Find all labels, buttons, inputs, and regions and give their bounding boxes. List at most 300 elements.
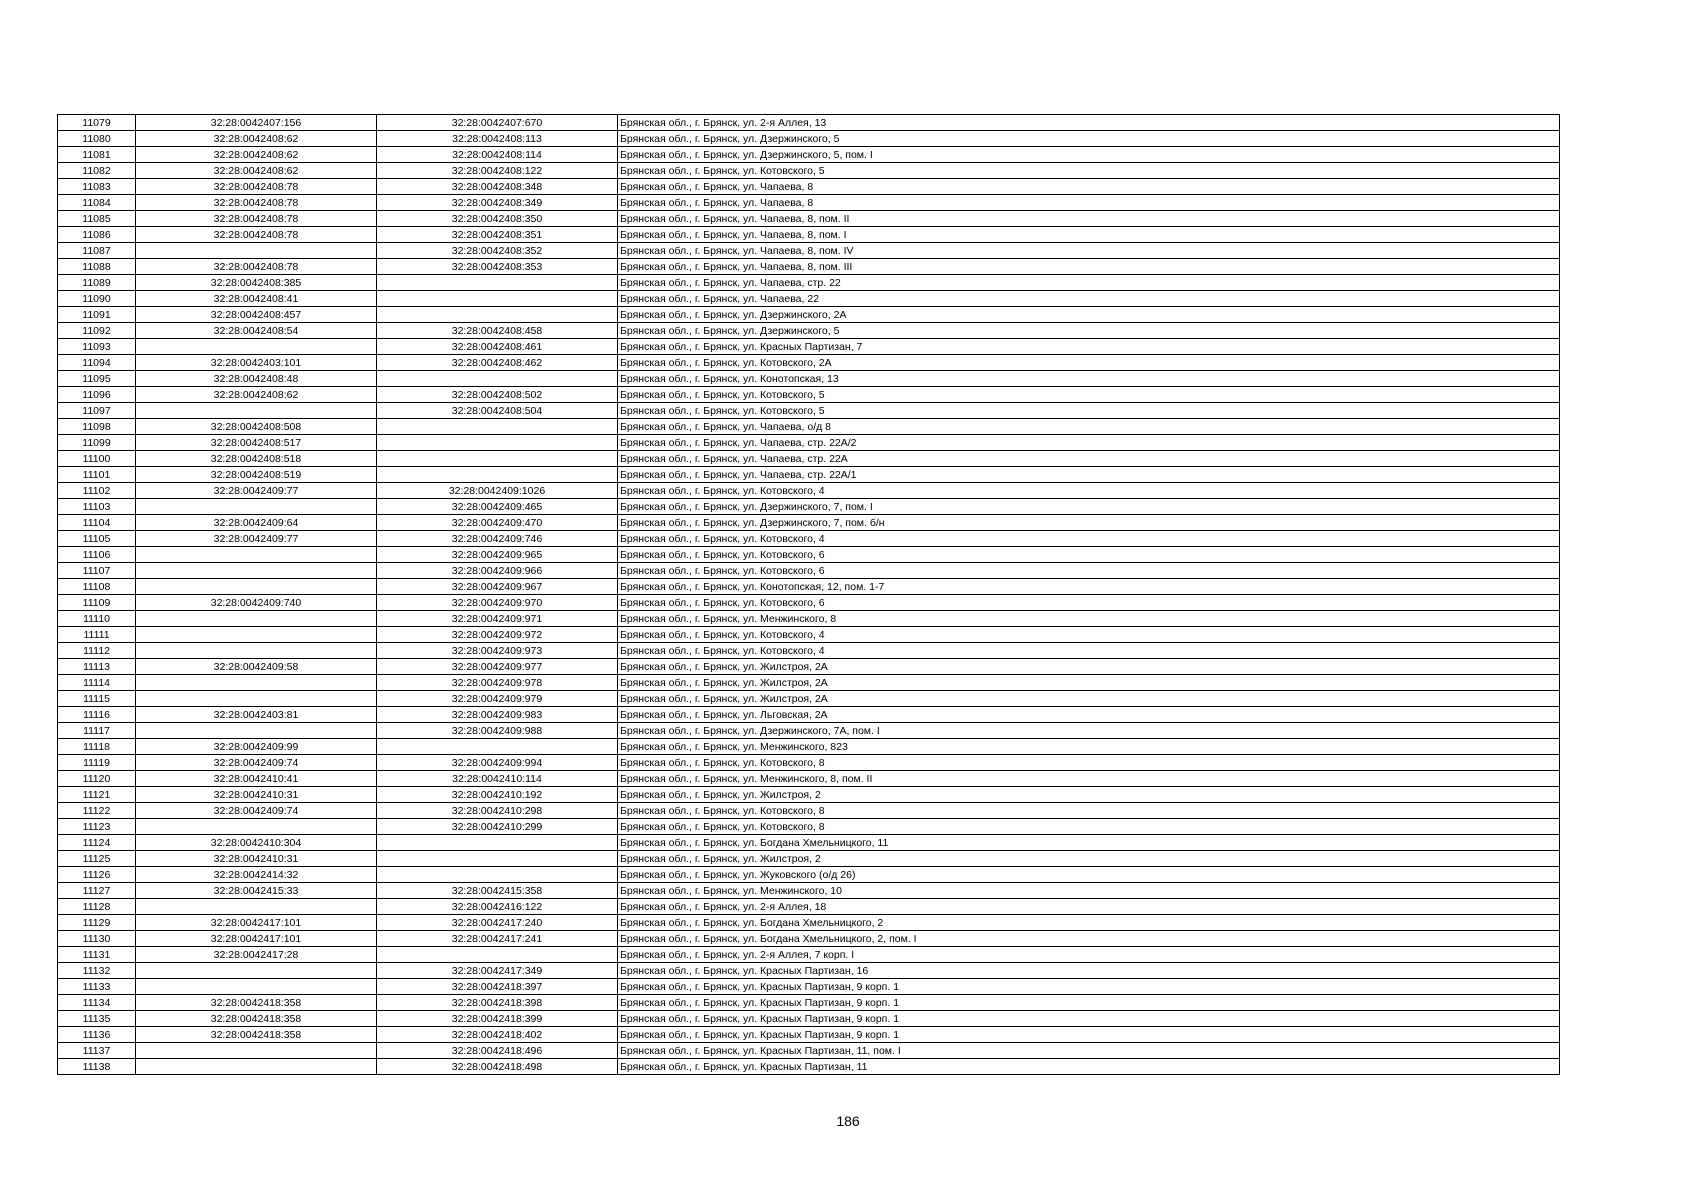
row-number-cell: 11088 <box>58 259 136 275</box>
parent-cadastral-number-cell: 32:28:0042409:58 <box>136 659 377 675</box>
table-row <box>58 611 1560 627</box>
address-cell: Брянская обл., г. Брянск, ул. Котовского, 6 <box>618 547 1560 563</box>
object-cadastral-number-cell: 32:28:0042418:498 <box>377 1059 618 1075</box>
address-cell: Брянская обл., г. Брянск, ул. Красных Партизан, 7 <box>618 339 1560 355</box>
address-cell: Брянская обл., г. Брянск, ул. Чапаева, стр. 22 <box>618 275 1560 291</box>
parent-cadastral-number-cell: 32:28:0042409:77 <box>136 531 377 547</box>
address-cell: Брянская обл., г. Брянск, ул. Жилстроя, 2 <box>618 787 1560 803</box>
object-cadastral-number-cell: 32:28:0042408:113 <box>377 131 618 147</box>
address-cell: Брянская обл., г. Брянск, ул. Дзержинского, 7, пом. I <box>618 499 1560 515</box>
object-cadastral-number-cell: 32:28:0042409:988 <box>377 723 618 739</box>
table-row <box>58 707 1560 723</box>
parent-cadastral-number-cell <box>136 339 377 355</box>
object-cadastral-number-cell: 32:28:0042408:349 <box>377 195 618 211</box>
table-row <box>58 915 1560 931</box>
page-number: 186 <box>836 1113 860 1129</box>
object-cadastral-number-cell <box>377 947 618 963</box>
parent-cadastral-number-cell <box>136 819 377 835</box>
object-cadastral-number-cell: 32:28:0042410:299 <box>377 819 618 835</box>
row-number-cell: 11131 <box>58 947 136 963</box>
table-row <box>58 371 1560 387</box>
parent-cadastral-number-cell <box>136 547 377 563</box>
row-number-cell: 11103 <box>58 499 136 515</box>
parent-cadastral-number-cell: 32:28:0042410:31 <box>136 851 377 867</box>
object-cadastral-number-cell: 32:28:0042410:114 <box>377 771 618 787</box>
row-number-cell: 11108 <box>58 579 136 595</box>
address-cell: Брянская обл., г. Брянск, ул. Жилстроя, 2 <box>618 851 1560 867</box>
object-cadastral-number-cell: 32:28:0042409:1026 <box>377 483 618 499</box>
table-row <box>58 147 1560 163</box>
address-cell: Брянская обл., г. Брянск, ул. Богдана Хмельницкого, 2 <box>618 915 1560 931</box>
table-row <box>58 275 1560 291</box>
object-cadastral-number-cell: 32:28:0042415:358 <box>377 883 618 899</box>
object-cadastral-number-cell <box>377 419 618 435</box>
table-row <box>58 531 1560 547</box>
table-row <box>58 307 1560 323</box>
address-cell: Брянская обл., г. Брянск, ул. Котовского, 6 <box>618 563 1560 579</box>
parent-cadastral-number-cell: 32:28:0042409:74 <box>136 803 377 819</box>
parent-cadastral-number-cell: 32:28:0042408:508 <box>136 419 377 435</box>
row-number-cell: 11126 <box>58 867 136 883</box>
object-cadastral-number-cell: 32:28:0042418:398 <box>377 995 618 1011</box>
table-row <box>58 579 1560 595</box>
address-cell: Брянская обл., г. Брянск, ул. Котовского, 4 <box>618 531 1560 547</box>
object-cadastral-number-cell: 32:28:0042409:971 <box>377 611 618 627</box>
table-row <box>58 419 1560 435</box>
object-cadastral-number-cell: 32:28:0042408:504 <box>377 403 618 419</box>
parent-cadastral-number-cell: 32:28:0042417:101 <box>136 931 377 947</box>
object-cadastral-number-cell: 32:28:0042409:994 <box>377 755 618 771</box>
parent-cadastral-number-cell: 32:28:0042409:77 <box>136 483 377 499</box>
table-row <box>58 227 1560 243</box>
parent-cadastral-number-cell: 32:28:0042415:33 <box>136 883 377 899</box>
parent-cadastral-number-cell <box>136 579 377 595</box>
parent-cadastral-number-cell <box>136 563 377 579</box>
row-number-cell: 11086 <box>58 227 136 243</box>
address-cell: Брянская обл., г. Брянск, ул. Жилстроя, 2А <box>618 675 1560 691</box>
parent-cadastral-number-cell <box>136 963 377 979</box>
table-row <box>58 195 1560 211</box>
parent-cadastral-number-cell: 32:28:0042407:156 <box>136 115 377 131</box>
row-number-cell: 11118 <box>58 739 136 755</box>
address-cell: Брянская обл., г. Брянск, ул. Чапаева, 8, пом. I <box>618 227 1560 243</box>
parent-cadastral-number-cell <box>136 643 377 659</box>
table-row <box>58 563 1560 579</box>
address-cell: Брянская обл., г. Брянск, ул. Жилстроя, 2А <box>618 659 1560 675</box>
parent-cadastral-number-cell: 32:28:0042410:304 <box>136 835 377 851</box>
address-cell: Брянская обл., г. Брянск, ул. Котовского, 4 <box>618 643 1560 659</box>
object-cadastral-number-cell: 32:28:0042408:114 <box>377 147 618 163</box>
object-cadastral-number-cell: 32:28:0042409:470 <box>377 515 618 531</box>
address-cell: Брянская обл., г. Брянск, ул. Красных Партизан, 11, пом. I <box>618 1043 1560 1059</box>
table-row <box>58 451 1560 467</box>
parent-cadastral-number-cell <box>136 611 377 627</box>
object-cadastral-number-cell: 32:28:0042408:350 <box>377 211 618 227</box>
address-cell: Брянская обл., г. Брянск, ул. Чапаева, о/д 8 <box>618 419 1560 435</box>
address-cell: Брянская обл., г. Брянск, ул. Чапаева, стр. 22А <box>618 451 1560 467</box>
table-row <box>58 947 1560 963</box>
parent-cadastral-number-cell: 32:28:0042403:101 <box>136 355 377 371</box>
object-cadastral-number-cell: 32:28:0042409:465 <box>377 499 618 515</box>
object-cadastral-number-cell <box>377 739 618 755</box>
table-row <box>58 1059 1560 1075</box>
row-number-cell: 11081 <box>58 147 136 163</box>
object-cadastral-number-cell: 32:28:0042409:746 <box>377 531 618 547</box>
address-cell: Брянская обл., г. Брянск, ул. Красных Партизан, 16 <box>618 963 1560 979</box>
address-cell: Брянская обл., г. Брянск, ул. Красных Партизан, 9 корп. 1 <box>618 1027 1560 1043</box>
parent-cadastral-number-cell <box>136 243 377 259</box>
row-number-cell: 11122 <box>58 803 136 819</box>
address-cell: Брянская обл., г. Брянск, ул. Дзержинского, 2А <box>618 307 1560 323</box>
row-number-cell: 11137 <box>58 1043 136 1059</box>
table-row <box>58 803 1560 819</box>
object-cadastral-number-cell: 32:28:0042409:983 <box>377 707 618 723</box>
row-number-cell: 11099 <box>58 435 136 451</box>
address-cell: Брянская обл., г. Брянск, ул. Дзержинского, 7А, пом. I <box>618 723 1560 739</box>
table-row <box>58 755 1560 771</box>
parent-cadastral-number-cell <box>136 1059 377 1075</box>
row-number-cell: 11135 <box>58 1011 136 1027</box>
object-cadastral-number-cell <box>377 371 618 387</box>
parent-cadastral-number-cell: 32:28:0042418:358 <box>136 1027 377 1043</box>
row-number-cell: 11119 <box>58 755 136 771</box>
object-cadastral-number-cell: 32:28:0042408:348 <box>377 179 618 195</box>
parent-cadastral-number-cell: 32:28:0042408:78 <box>136 227 377 243</box>
table-row <box>58 259 1560 275</box>
table-row <box>58 835 1560 851</box>
parent-cadastral-number-cell: 32:28:0042418:358 <box>136 995 377 1011</box>
object-cadastral-number-cell: 32:28:0042409:965 <box>377 547 618 563</box>
object-cadastral-number-cell: 32:28:0042408:458 <box>377 323 618 339</box>
row-number-cell: 11105 <box>58 531 136 547</box>
row-number-cell: 11125 <box>58 851 136 867</box>
parent-cadastral-number-cell: 32:28:0042408:48 <box>136 371 377 387</box>
parent-cadastral-number-cell: 32:28:0042410:41 <box>136 771 377 787</box>
row-number-cell: 11085 <box>58 211 136 227</box>
address-cell: Брянская обл., г. Брянск, ул. Конотопская, 13 <box>618 371 1560 387</box>
address-cell: Брянская обл., г. Брянск, ул. Дзержинского, 7, пом. б/н <box>618 515 1560 531</box>
address-cell: Брянская обл., г. Брянск, ул. Чапаева, стр. 22А/2 <box>618 435 1560 451</box>
row-number-cell: 11133 <box>58 979 136 995</box>
row-number-cell: 11117 <box>58 723 136 739</box>
row-number-cell: 11082 <box>58 163 136 179</box>
row-number-cell: 11123 <box>58 819 136 835</box>
object-cadastral-number-cell: 32:28:0042409:972 <box>377 627 618 643</box>
address-cell: Брянская обл., г. Брянск, ул. Чапаева, 8, пом. III <box>618 259 1560 275</box>
address-cell: Брянская обл., г. Брянск, ул. Красных Партизан, 9 корп. 1 <box>618 995 1560 1011</box>
row-number-cell: 11100 <box>58 451 136 467</box>
address-cell: Брянская обл., г. Брянск, ул. Красных Партизан, 9 корп. 1 <box>618 979 1560 995</box>
parent-cadastral-number-cell: 32:28:0042418:358 <box>136 1011 377 1027</box>
address-cell: Брянская обл., г. Брянск, ул. Дзержинского, 5, пом. I <box>618 147 1560 163</box>
row-number-cell: 11087 <box>58 243 136 259</box>
address-cell: Брянская обл., г. Брянск, ул. Льговская, 2А <box>618 707 1560 723</box>
row-number-cell: 11138 <box>58 1059 136 1075</box>
row-number-cell: 11116 <box>58 707 136 723</box>
row-number-cell: 11129 <box>58 915 136 931</box>
table-row <box>58 1011 1560 1027</box>
row-number-cell: 11095 <box>58 371 136 387</box>
parent-cadastral-number-cell: 32:28:0042408:62 <box>136 131 377 147</box>
address-cell: Брянская обл., г. Брянск, ул. Жуковского (о/д 26) <box>618 867 1560 883</box>
table-row <box>58 787 1560 803</box>
table-row <box>58 819 1560 835</box>
row-number-cell: 11093 <box>58 339 136 355</box>
parent-cadastral-number-cell <box>136 627 377 643</box>
address-cell: Брянская обл., г. Брянск, ул. Чапаева, 8, пом. II <box>618 211 1560 227</box>
table-row <box>58 595 1560 611</box>
table-row <box>58 995 1560 1011</box>
address-cell: Брянская обл., г. Брянск, ул. Красных Партизан, 11 <box>618 1059 1560 1075</box>
address-cell: Брянская обл., г. Брянск, ул. Менжинского, 10 <box>618 883 1560 899</box>
row-number-cell: 11083 <box>58 179 136 195</box>
object-cadastral-number-cell: 32:28:0042417:241 <box>377 931 618 947</box>
table-row <box>58 323 1560 339</box>
table-row <box>58 627 1560 643</box>
address-cell: Брянская обл., г. Брянск, ул. Чапаева, 8 <box>618 179 1560 195</box>
object-cadastral-number-cell <box>377 307 618 323</box>
table-row <box>58 691 1560 707</box>
address-cell: Брянская обл., г. Брянск, ул. Котовского, 4 <box>618 483 1560 499</box>
address-cell: Брянская обл., г. Брянск, ул. Менжинского, 8 <box>618 611 1560 627</box>
row-number-cell: 11112 <box>58 643 136 659</box>
table-row <box>58 739 1560 755</box>
parent-cadastral-number-cell: 32:28:0042409:99 <box>136 739 377 755</box>
table-row <box>58 1027 1560 1043</box>
address-cell: Брянская обл., г. Брянск, ул. Дзержинского, 5 <box>618 323 1560 339</box>
address-cell: Брянская обл., г. Брянск, ул. Богдана Хмельницкого, 11 <box>618 835 1560 851</box>
object-cadastral-number-cell: 32:28:0042416:122 <box>377 899 618 915</box>
parent-cadastral-number-cell: 32:28:0042408:62 <box>136 163 377 179</box>
table-row <box>58 643 1560 659</box>
parent-cadastral-number-cell: 32:28:0042410:31 <box>136 787 377 803</box>
object-cadastral-number-cell: 32:28:0042407:670 <box>377 115 618 131</box>
parent-cadastral-number-cell: 32:28:0042408:78 <box>136 259 377 275</box>
parent-cadastral-number-cell: 32:28:0042408:517 <box>136 435 377 451</box>
table-row <box>58 979 1560 995</box>
table-row <box>58 659 1560 675</box>
object-cadastral-number-cell <box>377 435 618 451</box>
row-number-cell: 11106 <box>58 547 136 563</box>
parent-cadastral-number-cell <box>136 499 377 515</box>
parent-cadastral-number-cell: 32:28:0042408:385 <box>136 275 377 291</box>
object-cadastral-number-cell <box>377 867 618 883</box>
row-number-cell: 11136 <box>58 1027 136 1043</box>
row-number-cell: 11115 <box>58 691 136 707</box>
address-cell: Брянская обл., г. Брянск, ул. Чапаева, стр. 22А/1 <box>618 467 1560 483</box>
address-cell: Брянская обл., г. Брянск, ул. Котовского, 5 <box>618 403 1560 419</box>
row-number-cell: 11111 <box>58 627 136 643</box>
row-number-cell: 11109 <box>58 595 136 611</box>
table-row <box>58 899 1560 915</box>
row-number-cell: 11110 <box>58 611 136 627</box>
table-row <box>58 163 1560 179</box>
address-cell: Брянская обл., г. Брянск, ул. 2-я Аллея, 13 <box>618 115 1560 131</box>
row-number-cell: 11104 <box>58 515 136 531</box>
object-cadastral-number-cell <box>377 291 618 307</box>
parent-cadastral-number-cell <box>136 1043 377 1059</box>
parent-cadastral-number-cell: 32:28:0042403:81 <box>136 707 377 723</box>
object-cadastral-number-cell: 32:28:0042418:397 <box>377 979 618 995</box>
parent-cadastral-number-cell <box>136 723 377 739</box>
object-cadastral-number-cell: 32:28:0042417:240 <box>377 915 618 931</box>
parent-cadastral-number-cell: 32:28:0042408:78 <box>136 211 377 227</box>
address-cell: Брянская обл., г. Брянск, ул. Богдана Хмельницкого, 2, пом. I <box>618 931 1560 947</box>
row-number-cell: 11101 <box>58 467 136 483</box>
address-cell: Брянская обл., г. Брянск, ул. Чапаева, 8 <box>618 195 1560 211</box>
address-cell: Брянская обл., г. Брянск, ул. 2-я Аллея, 7 корп. I <box>618 947 1560 963</box>
table-row <box>58 179 1560 195</box>
address-cell: Брянская обл., г. Брянск, ул. Котовского, 8 <box>618 819 1560 835</box>
address-cell: Брянская обл., г. Брянск, ул. Красных Партизан, 9 корп. 1 <box>618 1011 1560 1027</box>
object-cadastral-number-cell: 32:28:0042418:496 <box>377 1043 618 1059</box>
row-number-cell: 11080 <box>58 131 136 147</box>
parent-cadastral-number-cell <box>136 403 377 419</box>
table-row <box>58 771 1560 787</box>
row-number-cell: 11113 <box>58 659 136 675</box>
object-cadastral-number-cell: 32:28:0042417:349 <box>377 963 618 979</box>
address-cell: Брянская обл., г. Брянск, ул. 2-я Аллея, 18 <box>618 899 1560 915</box>
parent-cadastral-number-cell <box>136 979 377 995</box>
table-row <box>58 467 1560 483</box>
row-number-cell: 11096 <box>58 387 136 403</box>
object-cadastral-number-cell: 32:28:0042408:461 <box>377 339 618 355</box>
table-row <box>58 435 1560 451</box>
row-number-cell: 11079 <box>58 115 136 131</box>
row-number-cell: 11097 <box>58 403 136 419</box>
row-number-cell: 11089 <box>58 275 136 291</box>
address-cell: Брянская обл., г. Брянск, ул. Котовского, 8 <box>618 755 1560 771</box>
cadastral-table <box>57 114 1560 1075</box>
parent-cadastral-number-cell: 32:28:0042408:78 <box>136 195 377 211</box>
parent-cadastral-number-cell: 32:28:0042414:32 <box>136 867 377 883</box>
parent-cadastral-number-cell: 32:28:0042408:519 <box>136 467 377 483</box>
table-row <box>58 387 1560 403</box>
address-cell: Брянская обл., г. Брянск, ул. Менжинского, 8, пом. II <box>618 771 1560 787</box>
row-number-cell: 11102 <box>58 483 136 499</box>
address-cell: Брянская обл., г. Брянск, ул. Чапаева, 8, пом. IV <box>618 243 1560 259</box>
table-row <box>58 403 1560 419</box>
object-cadastral-number-cell: 32:28:0042408:351 <box>377 227 618 243</box>
row-number-cell: 11084 <box>58 195 136 211</box>
row-number-cell: 11132 <box>58 963 136 979</box>
object-cadastral-number-cell: 32:28:0042409:967 <box>377 579 618 595</box>
row-number-cell: 11127 <box>58 883 136 899</box>
parent-cadastral-number-cell: 32:28:0042408:62 <box>136 387 377 403</box>
object-cadastral-number-cell: 32:28:0042408:352 <box>377 243 618 259</box>
object-cadastral-number-cell: 32:28:0042409:966 <box>377 563 618 579</box>
parent-cadastral-number-cell: 32:28:0042417:101 <box>136 915 377 931</box>
table-row <box>58 499 1560 515</box>
table-row <box>58 675 1560 691</box>
address-cell: Брянская обл., г. Брянск, ул. Дзержинского, 5 <box>618 131 1560 147</box>
row-number-cell: 11134 <box>58 995 136 1011</box>
row-number-cell: 11094 <box>58 355 136 371</box>
address-cell: Брянская обл., г. Брянск, ул. Конотопская, 12, пом. 1-7 <box>618 579 1560 595</box>
parent-cadastral-number-cell: 32:28:0042408:41 <box>136 291 377 307</box>
table-row <box>58 291 1560 307</box>
parent-cadastral-number-cell: 32:28:0042417:28 <box>136 947 377 963</box>
address-cell: Брянская обл., г. Брянск, ул. Котовского, 8 <box>618 803 1560 819</box>
parent-cadastral-number-cell: 32:28:0042409:64 <box>136 515 377 531</box>
table-row <box>58 931 1560 947</box>
object-cadastral-number-cell <box>377 851 618 867</box>
table-row <box>58 963 1560 979</box>
object-cadastral-number-cell <box>377 275 618 291</box>
table-row <box>58 243 1560 259</box>
parent-cadastral-number-cell: 32:28:0042408:78 <box>136 179 377 195</box>
row-number-cell: 11120 <box>58 771 136 787</box>
parent-cadastral-number-cell: 32:28:0042409:74 <box>136 755 377 771</box>
row-number-cell: 11090 <box>58 291 136 307</box>
table-row <box>58 851 1560 867</box>
object-cadastral-number-cell: 32:28:0042409:977 <box>377 659 618 675</box>
address-cell: Брянская обл., г. Брянск, ул. Котовского, 2А <box>618 355 1560 371</box>
row-number-cell: 11091 <box>58 307 136 323</box>
parent-cadastral-number-cell: 32:28:0042408:518 <box>136 451 377 467</box>
object-cadastral-number-cell: 32:28:0042418:399 <box>377 1011 618 1027</box>
object-cadastral-number-cell: 32:28:0042409:970 <box>377 595 618 611</box>
table-row <box>58 355 1560 371</box>
object-cadastral-number-cell: 32:28:0042409:973 <box>377 643 618 659</box>
table-row <box>58 115 1560 131</box>
address-cell: Брянская обл., г. Брянск, ул. Жилстроя, 2А <box>618 691 1560 707</box>
parent-cadastral-number-cell: 32:28:0042408:62 <box>136 147 377 163</box>
table-body <box>58 115 1560 1075</box>
table-row <box>58 483 1560 499</box>
row-number-cell: 11124 <box>58 835 136 851</box>
object-cadastral-number-cell <box>377 467 618 483</box>
object-cadastral-number-cell: 32:28:0042410:298 <box>377 803 618 819</box>
row-number-cell: 11121 <box>58 787 136 803</box>
row-number-cell: 11098 <box>58 419 136 435</box>
object-cadastral-number-cell: 32:28:0042408:462 <box>377 355 618 371</box>
object-cadastral-number-cell: 32:28:0042408:353 <box>377 259 618 275</box>
row-number-cell: 11128 <box>58 899 136 915</box>
table-row <box>58 723 1560 739</box>
address-cell: Брянская обл., г. Брянск, ул. Чапаева, 22 <box>618 291 1560 307</box>
table-row <box>58 547 1560 563</box>
address-cell: Брянская обл., г. Брянск, ул. Котовского, 5 <box>618 163 1560 179</box>
row-number-cell: 11107 <box>58 563 136 579</box>
object-cadastral-number-cell: 32:28:0042410:192 <box>377 787 618 803</box>
table-row <box>58 211 1560 227</box>
object-cadastral-number-cell: 32:28:0042418:402 <box>377 1027 618 1043</box>
row-number-cell: 11092 <box>58 323 136 339</box>
address-cell: Брянская обл., г. Брянск, ул. Котовского, 4 <box>618 627 1560 643</box>
row-number-cell: 11114 <box>58 675 136 691</box>
table-row <box>58 883 1560 899</box>
object-cadastral-number-cell <box>377 835 618 851</box>
object-cadastral-number-cell: 32:28:0042408:122 <box>377 163 618 179</box>
table-row <box>58 515 1560 531</box>
parent-cadastral-number-cell <box>136 691 377 707</box>
row-number-cell: 11130 <box>58 931 136 947</box>
parent-cadastral-number-cell: 32:28:0042408:457 <box>136 307 377 323</box>
address-cell: Брянская обл., г. Брянск, ул. Котовского, 5 <box>618 387 1560 403</box>
table-row <box>58 131 1560 147</box>
address-cell: Брянская обл., г. Брянск, ул. Менжинского, 823 <box>618 739 1560 755</box>
object-cadastral-number-cell <box>377 451 618 467</box>
object-cadastral-number-cell: 32:28:0042409:978 <box>377 675 618 691</box>
parent-cadastral-number-cell <box>136 675 377 691</box>
object-cadastral-number-cell: 32:28:0042408:502 <box>377 387 618 403</box>
table-row <box>58 339 1560 355</box>
address-cell: Брянская обл., г. Брянск, ул. Котовского, 6 <box>618 595 1560 611</box>
table-row <box>58 867 1560 883</box>
table-row <box>58 1043 1560 1059</box>
parent-cadastral-number-cell: 32:28:0042408:54 <box>136 323 377 339</box>
